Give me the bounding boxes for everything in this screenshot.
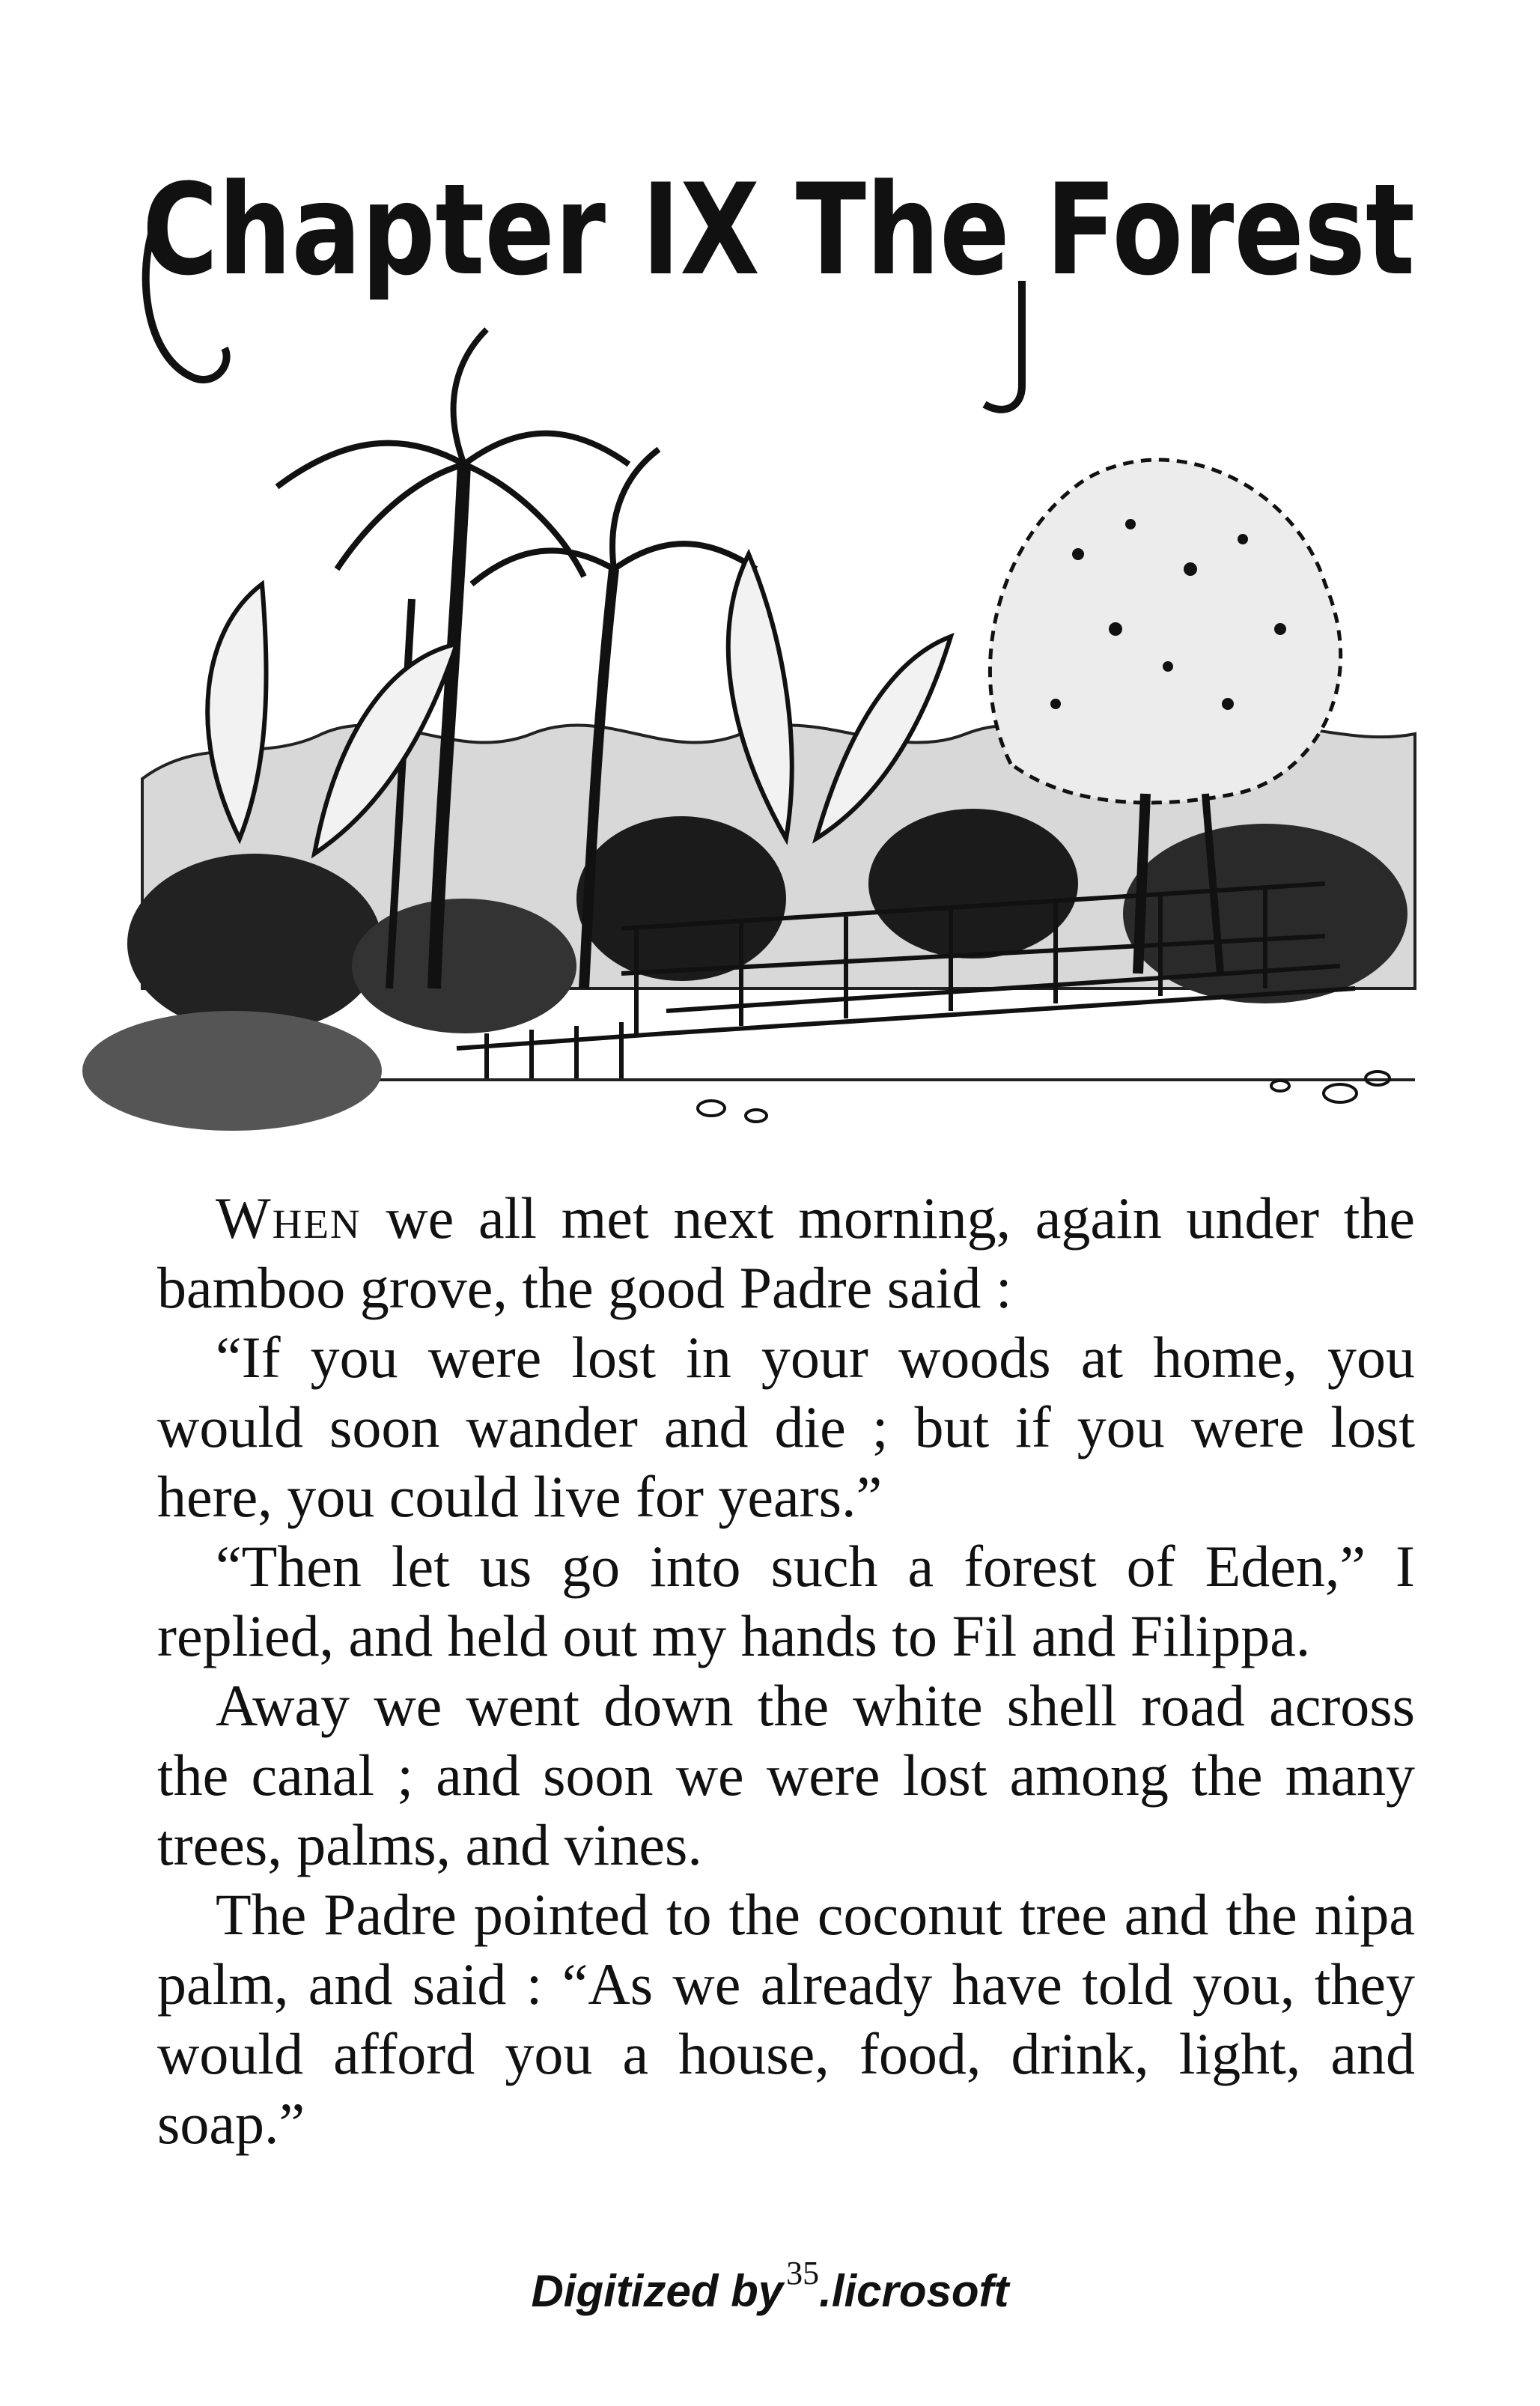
paragraph-2: “If you were lost in your woods at home, you would soon wander and die ; but if you were lost here, you could live for years.” <box>157 1325 1415 1529</box>
chapter-title: Chapter IX The Forest <box>142 157 1415 303</box>
forest-illustration <box>142 315 1415 1146</box>
paragraph-1 <box>157 1183 1415 1322</box>
paragraph-3: “Then let us go into such a forest of Eden,” I replied, and held out my hands to Fil and Filippa. <box>157 1534 1415 1668</box>
paragraph-4: Away we went down the white shell road across the canal ; and soon we were lost among the many trees, palms, and vines. <box>157 1673 1415 1877</box>
forest-scene-image <box>142 315 1415 1146</box>
watermark-left: Digitized by <box>531 2266 784 2316</box>
watermark-right: .licrosoft <box>819 2266 1009 2316</box>
paragraph-1-text: we all met next morning, again under the bamboo grove, the good Padre said : <box>157 1185 1415 1320</box>
page-footer <box>0 2254 1540 2317</box>
paragraph-1-lead: When <box>216 1185 362 1251</box>
paragraph-5: The Padre pointed to the coconut tree and the nipa palm, and said : “As we already have told you, they would afford you a house, food, drink, light, and soap.” <box>157 1882 1415 2156</box>
chapter-body <box>157 1183 1415 2158</box>
page-number: 35 <box>786 2255 820 2291</box>
